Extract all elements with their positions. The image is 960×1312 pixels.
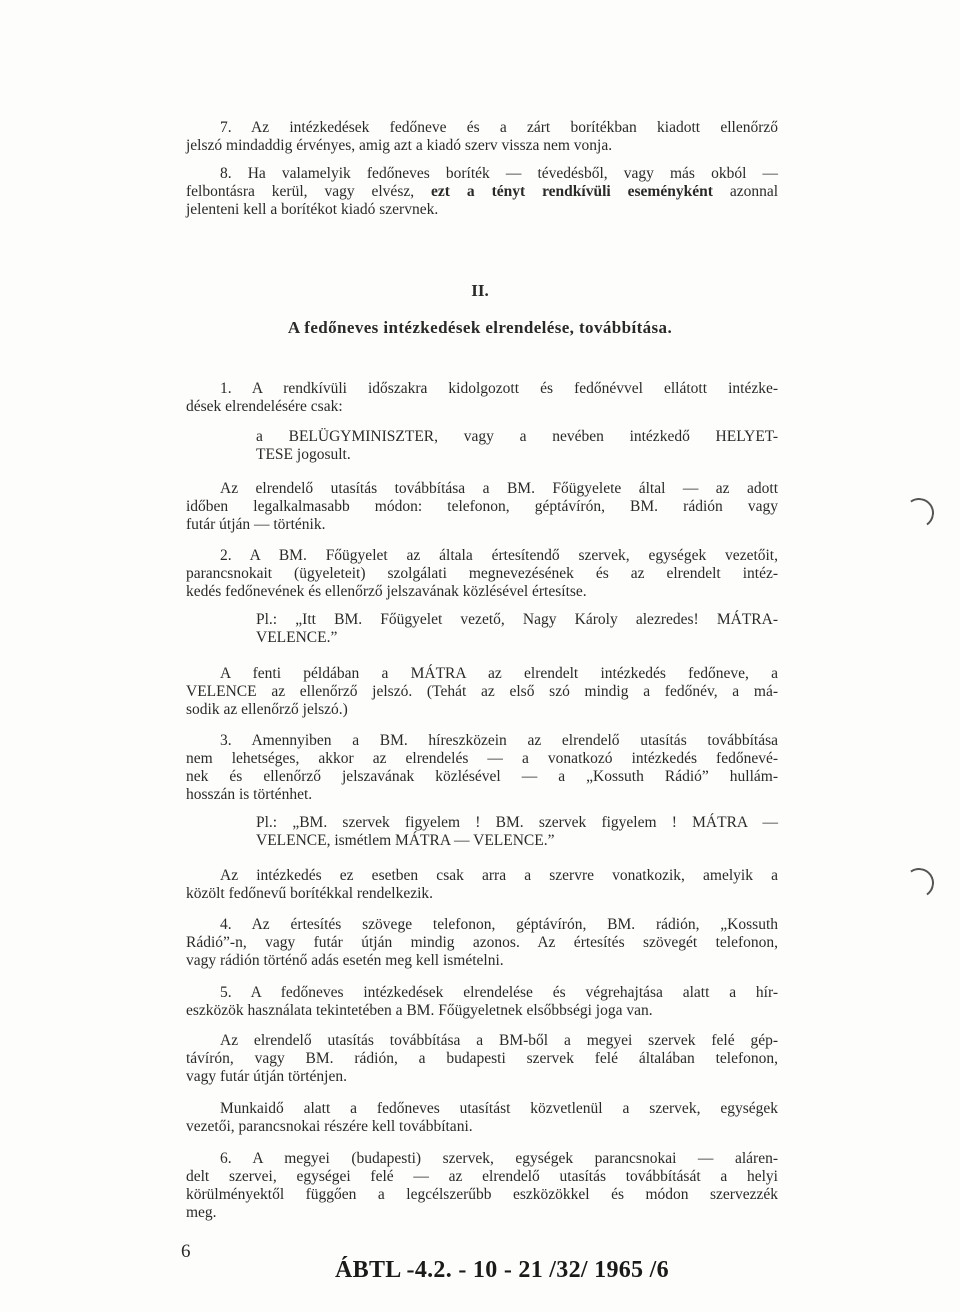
page-number: 6 — [181, 1241, 191, 1262]
paragraph-s2b — [186, 665, 778, 719]
paragraph-8 — [186, 165, 778, 219]
text-line: vagy futár útján történjen. — [186, 1068, 347, 1085]
paragraph-s5 — [186, 984, 778, 1020]
text-line: meg. — [186, 1204, 217, 1221]
text-line: 2. A BM. Főügyelet az általa értesítendő szervek, egységek vezetőit, — [220, 547, 778, 564]
text-line: eszközök használata tekintetében a BM. Főügyeletnek elsőbbségi joga van. — [186, 1002, 653, 1019]
text-line: A fenti példában a MÁTRA az elrendelt intézkedés fedőneve, a — [220, 665, 778, 682]
quote-s3 — [256, 814, 778, 850]
archive-reference: ÁBTL -4.2. - 10 - 21 /32/ 1965 /6 — [335, 1257, 669, 1283]
text-line: vagy rádión történő adás esetén meg kell ismételni. — [186, 952, 504, 969]
text-line: Munkaidő alatt a fedőneves utasítást közvetlenül a szervek, egységek — [220, 1100, 778, 1117]
section-title: A fedőneves intézkedések elrendelése, továbbítása. — [287, 318, 673, 337]
text-line: jelszó mindaddig érvényes, amig azt a kiadó szerv vissza nem vonja. — [186, 137, 613, 154]
punch-hole-mark — [902, 866, 937, 901]
text-line: 8. Ha valamelyik fedőneves boríték — tévedésből, vagy más okból — — [220, 165, 778, 182]
text-line: Az intézkedés ez esetben csak arra a szervre vonatkozik, amelyik a — [220, 867, 778, 884]
text-line: TESE jogosult. — [256, 446, 351, 463]
text-fragment: felbontásra kerül, vagy elvész, — [186, 183, 415, 200]
text-line: Pl.: „BM. szervek figyelem ! BM. szervek figyelem ! MÁTRA — — [256, 814, 778, 831]
paragraph-s5c — [186, 1100, 778, 1136]
punch-hole-mark — [902, 496, 937, 531]
text-line: dések elrendelésére csak: — [186, 398, 343, 415]
text-line: időben legalkalmasabb módon: telefonon, géptávírón, BM. rádión vagy — [186, 498, 778, 515]
text-line: VELENCE az ellenőrző jelszó. (Tehát az első szó mindig a fedőnév, a má- — [186, 683, 778, 700]
text-line: 5. A fedőneves intézkedések elrendelése és végrehajtása alatt a hír- — [220, 984, 778, 1001]
text-line: VELENCE, ismétlem MÁTRA — VELENCE.” — [256, 832, 555, 849]
text-line: Az elrendelő utasítás továbbítása a BM. Főügyelete által — az adott — [220, 480, 778, 497]
text-line: Rádió”-n, vagy futár útján mindig azonos. Az értesítés szövegét telefonon, — [186, 934, 778, 951]
text-line: Pl.: „Itt BM. Főügyelet vezető, Nagy Károly alezredes! MÁTRA- — [256, 611, 778, 628]
text-line: körülményektől függően a legcélszerűbb eszközökkel és módon szervezzék — [186, 1186, 778, 1203]
paragraph-s2 — [186, 547, 778, 601]
text-line: 3. Amennyiben a BM. híreszközein az elrendelő utasítás továbbítása — [220, 732, 778, 749]
text-line: kedés fedőnevének és ellenőrző jelszavának közlésével értesítse. — [186, 583, 587, 600]
paragraph-s6 — [186, 1150, 778, 1222]
section-number: II. — [471, 281, 489, 300]
text-line: hosszán is történhet. — [186, 786, 313, 803]
paragraph-s1b — [186, 480, 778, 534]
text-line: vezetői, parancsnokai részére kell továbbítani. — [186, 1118, 473, 1135]
text-line: távírón, vagy BM. rádión, a budapesti szervek felé általában telefonon, — [186, 1050, 778, 1067]
text-line: sodik az ellenőrző jelszó.) — [186, 701, 348, 718]
text-line: nem lehetséges, akkor az elrendelés — a vonatkozó intézkedés fedőnevé- — [186, 750, 778, 767]
quote-s2 — [256, 611, 778, 647]
text-line: Az elrendelő utasítás továbbítása a BM-ből a megyei szervek felé gép- — [220, 1032, 778, 1049]
text-line: a BELÜGYMINISZTER, vagy a nevében intézkedő HELYET- — [256, 428, 778, 445]
emphasis-text: ezt a tényt rendkívüli eseményként — [431, 183, 713, 200]
quote-s1 — [256, 428, 778, 464]
text-line: 4. Az értesítés szövege telefonon, géptávírón, BM. rádión, „Kossuth — [220, 916, 778, 933]
text-line: VELENCE.” — [256, 629, 338, 646]
text-line: közölt fedőnevű borítékkal rendelkezik. — [186, 885, 434, 902]
paragraph-s1 — [186, 380, 778, 416]
paragraph-s4 — [186, 916, 778, 970]
text-line: nek és ellenőrző jelszavának közlésével — a „Kossuth Rádió” hullám- — [186, 768, 778, 785]
paragraph-s5b — [186, 1032, 778, 1086]
paragraph-7 — [186, 119, 778, 155]
paragraph-s3 — [186, 732, 778, 804]
text-line: jelenteni kell a borítékot kiadó szervnek. — [186, 201, 439, 218]
text-line — [186, 183, 778, 201]
text-line: futár útján — történik. — [186, 516, 326, 533]
text-line: 6. A megyei (budapesti) szervek, egységek parancsnokai — aláren- — [220, 1150, 778, 1167]
paragraph-s3b — [186, 867, 778, 903]
text-line: parancsnokait (ügyeleteit) szolgálati megnevezésének és az elrendelt intéz- — [186, 565, 778, 582]
text-line: 7. Az intézkedések fedőneve és a zárt borítékban kiadott ellenőrző — [220, 119, 778, 136]
text-line: 1. A rendkívüli időszakra kidolgozott és fedőnévvel ellátott intézke- — [220, 380, 778, 397]
text-fragment: azonnal — [729, 183, 779, 200]
text-line: delt szervei, egységei felé — az elrendelő utasítás továbbítását a helyi — [186, 1168, 778, 1185]
